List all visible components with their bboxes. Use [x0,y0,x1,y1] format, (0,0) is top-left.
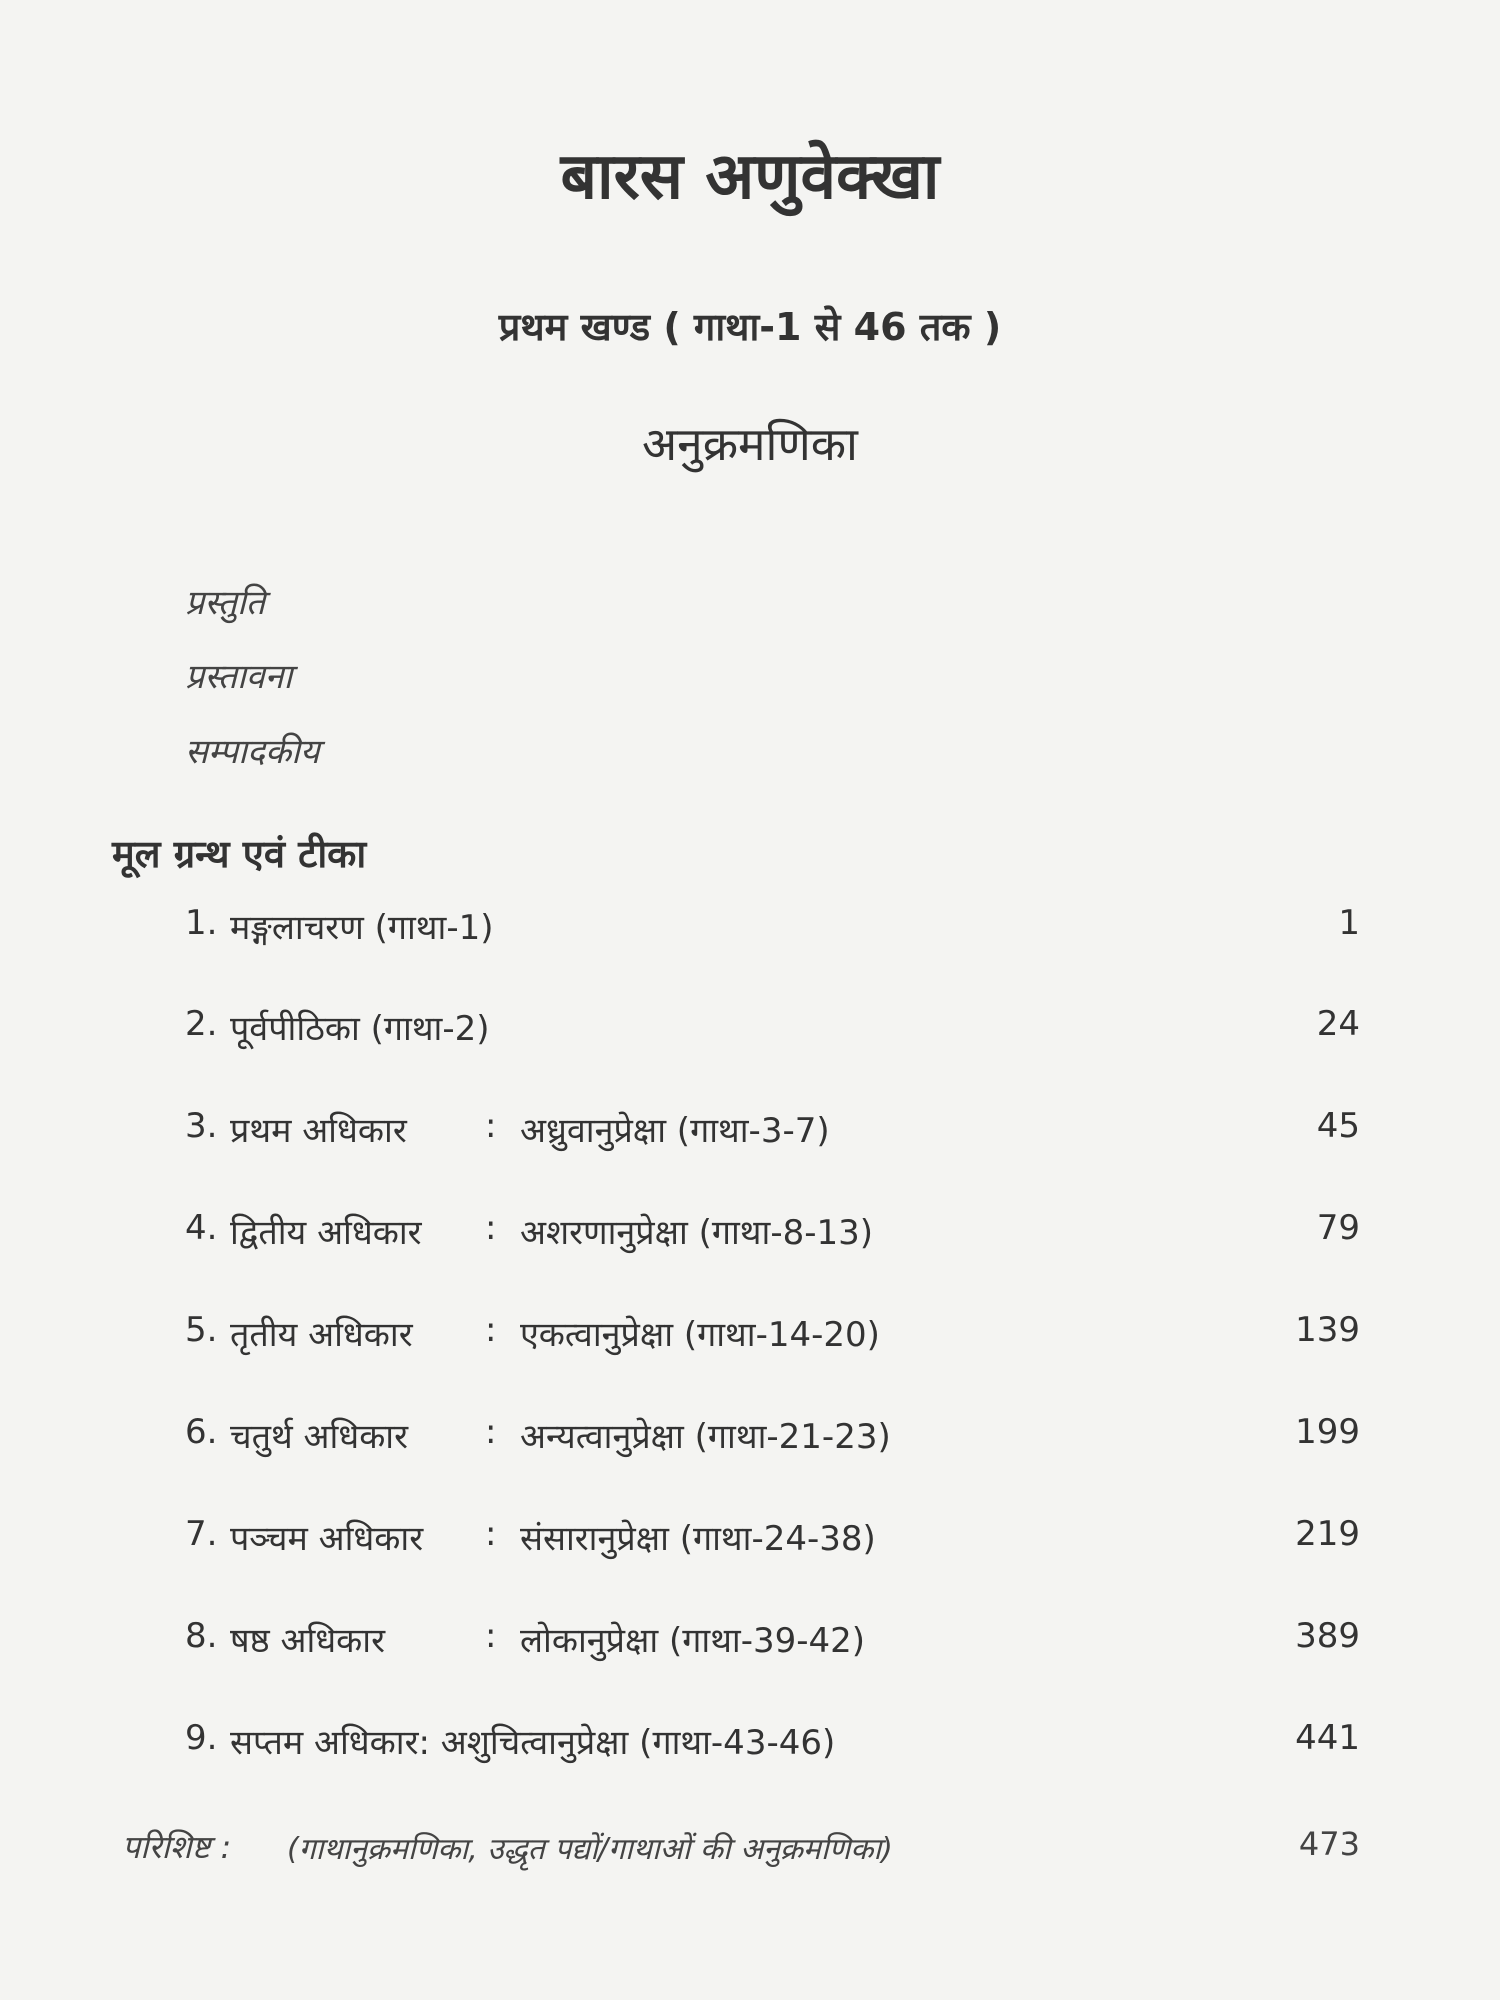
toc-entry-separator: : [485,1208,497,1248]
toc-entry-chapter: चतुर्थ अधिकार [230,1417,409,1457]
toc-entry-page: 79 [1316,1208,1360,1248]
toc-entry-chapter: द्वितीय अधिकार [230,1213,422,1253]
front-matter-item: प्रस्तावना [185,657,293,697]
toc-entry-page: 199 [1295,1412,1360,1452]
toc-entry-title: लोकानुप्रेक्षा (गाथा-39-42) [520,1621,866,1661]
section-heading: मूल ग्रन्थ एवं टीका [112,832,367,876]
toc-entry-number: 3. [185,1106,218,1146]
appendix-label: परिशिष्ट : [122,1828,232,1866]
toc-entry [185,1208,1360,1258]
toc-entry-title: मङ्गलाचरण (गाथा-1) [230,908,494,948]
toc-entry-number: 5. [185,1310,218,1350]
toc-entry-number: 9. [185,1718,218,1758]
front-matter-item: सम्पादकीय [185,732,320,772]
toc-entry-chapter: तृतीय अधिकार [230,1315,413,1355]
front-matter-item: प्रस्तुति [185,583,266,623]
toc-entry-page: 389 [1295,1616,1360,1656]
toc-entry-title: संसारानुप्रेक्षा (गाथा-24-38) [520,1519,876,1559]
toc-entry-number: 4. [185,1208,218,1248]
toc-entry-page: 219 [1295,1514,1360,1554]
toc-entry-separator: : [485,1310,497,1350]
toc-entry-title: एकत्वानुप्रेक्षा (गाथा-14-20) [520,1315,880,1355]
toc-entry-title: सप्तम अधिकार: अशुचित्वानुप्रेक्षा (गाथा-43-46) [230,1723,836,1763]
toc-entry-number: 7. [185,1514,218,1554]
contents-heading: अनुक्रमणिका [642,417,858,471]
toc-entry-page: 441 [1295,1718,1360,1758]
toc-entry-chapter: प्रथम अधिकार [230,1111,407,1151]
toc-entry-separator: : [485,1106,497,1146]
toc-entry-page: 1 [1338,903,1360,943]
toc-entry-page: 24 [1316,1004,1360,1044]
toc-entry-chapter: षष्ठ अधिकार [230,1621,386,1661]
toc-entry-title: पूर्वपीठिका (गाथा-2) [230,1009,490,1049]
volume-subtitle: प्रथम खण्ड ( गाथा-1 से 46 तक ) [498,305,1002,349]
toc-entry-number: 8. [185,1616,218,1656]
toc-entry [185,1412,1360,1462]
appendix-entry [122,1825,1360,1875]
toc-entry [185,903,1360,953]
toc-entry [185,1004,1360,1054]
toc-entry-chapter: पञ्चम अधिकार [230,1519,424,1559]
toc-entry [185,1616,1360,1666]
toc-entry-title: अशरणानुप्रेक्षा (गाथा-8-13) [520,1213,874,1253]
toc-entry-separator: : [485,1412,497,1452]
toc-entry [185,1310,1360,1360]
appendix-detail: (गाथानुक्रमणिका, उद्धृत पद्यों/गाथाओं की अनुक्रमणिका) [287,1832,893,1867]
toc-entry [185,1718,1360,1768]
toc-entry-number: 2. [185,1004,218,1044]
toc-entry-separator: : [485,1616,497,1656]
appendix-page: 473 [1298,1825,1360,1863]
toc-entry [185,1514,1360,1564]
toc-entry-number: 1. [185,903,218,943]
toc-entry-title: अन्यत्वानुप्रेक्षा (गाथा-21-23) [520,1417,891,1457]
toc-entry-separator: : [485,1514,497,1554]
book-title: बारस अणुवेक्खा [560,140,940,214]
toc-entry [185,1106,1360,1156]
toc-entry-page: 45 [1316,1106,1360,1146]
toc-entry-number: 6. [185,1412,218,1452]
toc-entry-page: 139 [1295,1310,1360,1350]
toc-entry-title: अध्रुवानुप्रेक्षा (गाथा-3-7) [520,1111,830,1151]
